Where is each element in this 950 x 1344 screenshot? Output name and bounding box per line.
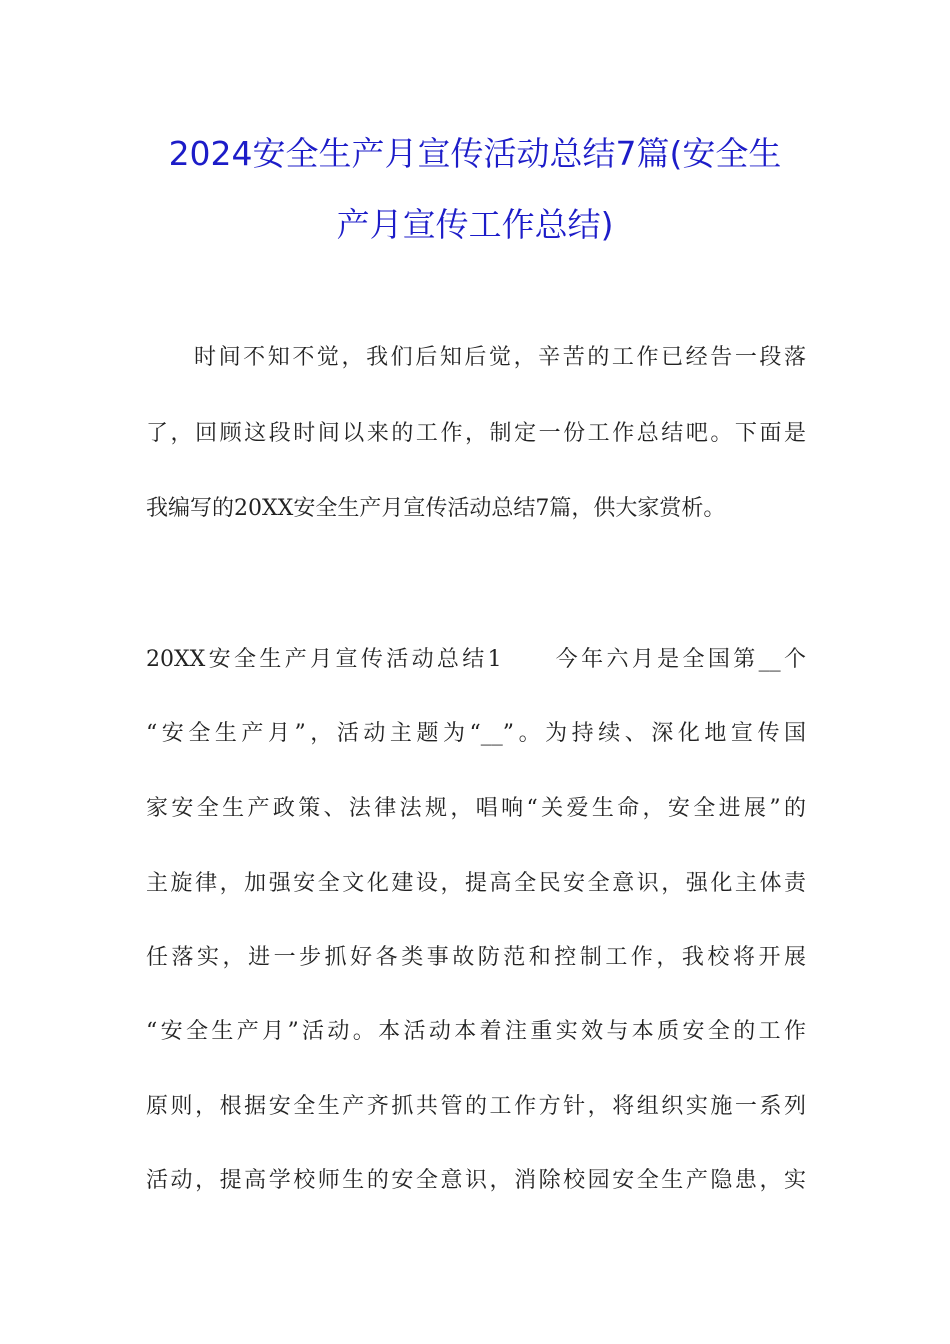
- intro-paragraph-line-1: 时间不知不觉，我们后知后觉，辛苦的工作已经告一段落: [194, 345, 806, 370]
- section-paragraph-line-6: “安全生产月”活动。本活动本着注重实效与本质安全的工作: [146, 1019, 806, 1044]
- section-paragraph-line-7: 原则，根据安全生产齐抓共管的工作方针，将组织实施一系列: [146, 1094, 806, 1119]
- document-title-line-1: 2024安全生产月宣传活动总结7篇(安全生: [168, 134, 782, 173]
- intro-paragraph-line-3: 我编写的20XX安全生产月宣传活动总结7篇，供大家赏析。: [146, 496, 726, 521]
- section-paragraph-line-8: 活动，提高学校师生的安全意识，消除校园安全生产隐患，实: [146, 1168, 806, 1193]
- section-paragraph-line-4: 主旋律，加强安全文化建设，提高全民安全意识，强化主体责: [146, 871, 806, 896]
- section-paragraph-line-5: 任落实，进一步抓好各类事故防范和控制工作，我校将开展: [146, 945, 806, 970]
- section-paragraph-line-2: “安全生产月”，活动主题为“__”。为持续、深化地宣传国: [146, 721, 806, 746]
- section-paragraph-line-1: 20XX安全生产月宣传活动总结1 今年六月是全国第__个: [146, 647, 806, 672]
- document-title-line-2: 产月宣传工作总结): [336, 205, 614, 244]
- section-paragraph-line-3: 家安全生产政策、法律法规，唱响“关爱生命，安全进展”的: [146, 796, 806, 821]
- intro-paragraph-line-2: 了，回顾这段时间以来的工作，制定一份工作总结吧。下面是: [146, 421, 806, 446]
